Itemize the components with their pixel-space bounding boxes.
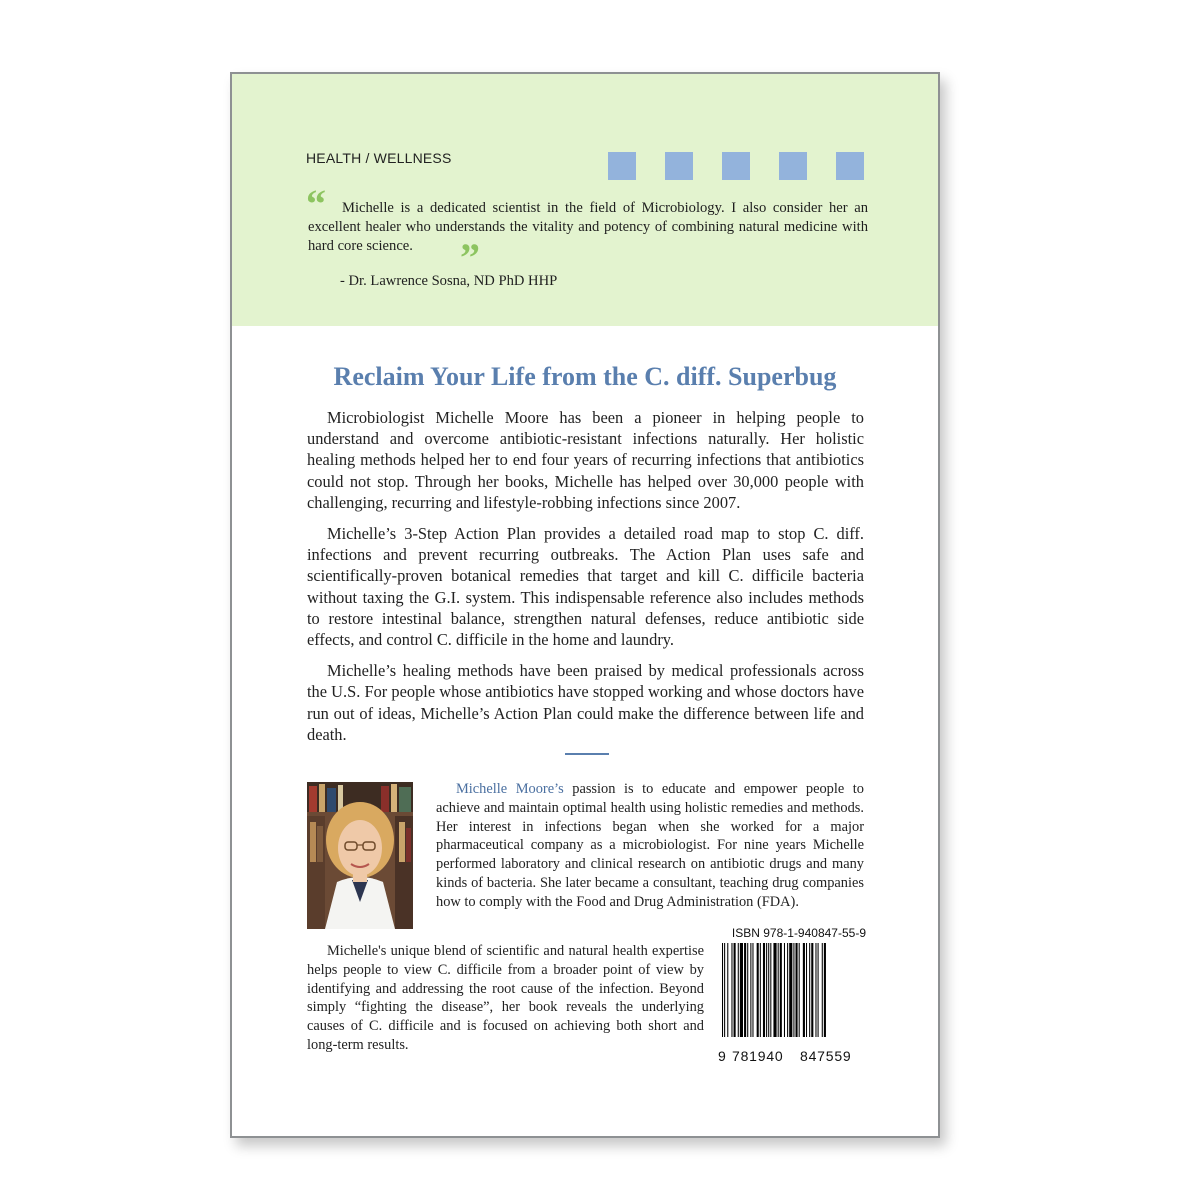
barcode-bar [799,943,800,1037]
description-paragraph: Microbiologist Michelle Moore has been a pioneer in helping people to understand and overcome antibiotic-resistant infections naturally. Her holistic healing methods helped her to end four years of recurring infections that antibiotics could not stop. Through her books, Michelle has helped over 30,000 people with challenging, recurring and lifestyle-robbing infections since 2007. [307,408,864,512]
barcode-bar [724,943,725,1037]
barcode-bar [789,943,792,1037]
barcode-bar [780,943,782,1037]
headline: Reclaim Your Life from the C. diff. Superbug [333,362,837,391]
barcode-bar [722,943,723,1037]
genre-label: HEALTH / WELLNESS [306,150,452,166]
barcode-digits-right: 847559 [800,1048,852,1064]
barcode-digit-lead: 9 [718,1048,727,1064]
barcode-bar [760,943,761,1037]
decorative-square [665,152,693,180]
isbn-label: ISBN 978-1-940847-55-9 [731,926,866,940]
barcode-bar [744,943,746,1037]
barcode-bar [773,943,776,1037]
barcode-bar [806,943,807,1037]
testimonial-band [232,74,938,326]
barcode-bar [750,943,751,1037]
decorative-square [779,152,807,180]
author-bio [436,780,864,912]
barcode-bar [763,943,765,1037]
decorative-square [608,152,636,180]
barcode-bar [778,943,779,1037]
author-name: Michelle Moore’s [456,781,564,797]
barcode-bar [815,943,816,1037]
barcode-icon [720,943,866,1037]
barcode-bar [766,943,767,1037]
barcode-bar [803,943,805,1037]
decorative-squares [608,152,864,182]
open-quote-icon: “ [306,181,326,226]
barcode-bar [738,943,739,1037]
testimonial-attribution: - Dr. Lawrence Sosna, ND PhD HHP [340,273,558,289]
barcode-bar [793,943,794,1037]
section-divider [565,753,609,755]
author-bio-text: passion is to educate and empower people to achieve and maintain optimal health using holistic remedies and methods. Her interest in infections began when she worked for a major pharmaceutical company as a microbiologist. For nine years Michelle performed laboratory and clinical research on antibiotic drugs and many kinds of bacteria. She later became a consultant, teaching drug companies how to comply with the Food and Drug Administration (FDA). [436,781,864,910]
barcode-bar [796,943,798,1037]
barcode-bar [747,943,748,1037]
barcode-bar [787,943,788,1037]
author-photo [307,782,413,929]
barcode-bar [809,943,810,1037]
barcode-bar [757,943,759,1037]
barcode-bar [752,943,753,1037]
author-bio-continued: Michelle's unique blend of scientific and natural health expertise helps people to view C. difficile from a broader point of view by identifying and addressing the root cause of the infection. Beyond simply “fighting the disease”, her book reveals the underlying causes of C. difficile and is focused on achieving both short and long-term results. [307,943,704,1053]
decorative-square [722,152,750,180]
description-paragraph: Michelle’s healing methods have been praised by medical professionals across the U.S. For people whose antibiotics have stopped working and whose doctors have run out of ideas, Michelle’s Action Plan could make the difference between life and death. [307,661,864,744]
book-back-cover [230,72,940,1138]
barcode-bar [740,943,743,1037]
barcode-bar [811,943,813,1037]
barcode-bar [770,943,771,1037]
testimonial-text: Michelle is a dedicated scientist in the field of Microbiology. I also consider her an excellent healer who understands the vitality and potency of combining natural medicine with hard core science. [308,200,868,254]
decorative-square [836,152,864,180]
close-quote-icon: ” [460,235,480,280]
barcode-bar [734,943,736,1037]
description-paragraph: Michelle’s 3-Step Action Plan provides a detailed road map to stop C. diff. infections and prevent recurring outbreaks. The Action Plan uses safe and scientifically-proven botanical remedies that target and kill C. difficile bacteria without taxing the G.I. system. This indispensable reference also includes methods to restore intestinal balance, strengthen natural defenses, reduce antibiotic side effects, and control C. difficile in the home and laundry. [307,524,864,650]
barcode-bar [768,943,769,1037]
barcode-bar [784,943,785,1037]
description-body [307,407,864,755]
barcode-bar [727,943,728,1037]
barcode-bar [822,943,823,1037]
barcode-bar [824,943,826,1037]
barcode-digits-left: 781940 [732,1048,784,1064]
barcode-bar [818,943,819,1037]
barcode-bar [731,943,732,1037]
